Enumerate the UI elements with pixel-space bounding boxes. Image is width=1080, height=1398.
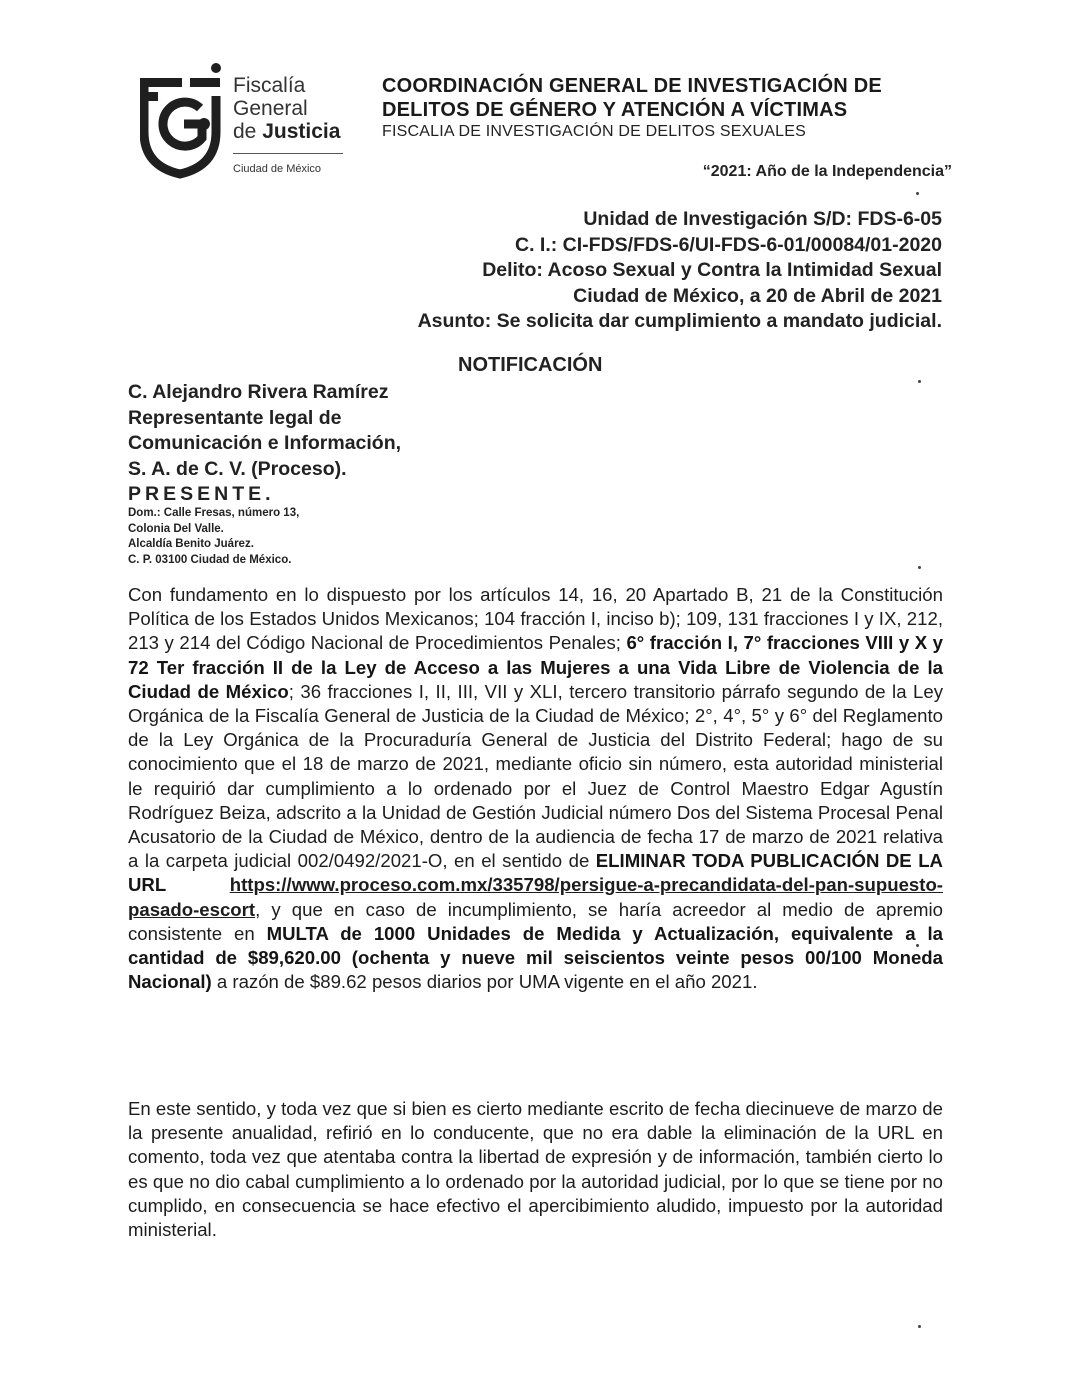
ref-delito: Delito: Acoso Sexual y Contra la Intimidad Sexual xyxy=(482,259,942,281)
article-url-link[interactable]: https://www.proceso.com.mx/335798/persigue-a-precandidata-del-pan-supuesto-pasado-escort xyxy=(128,874,943,920)
ref-asunto: Asunto: Se solicita dar cumplimiento a mandato judicial. xyxy=(417,310,942,332)
fgj-emblem-icon xyxy=(140,62,228,182)
domicile-line-2: Colonia Del Valle. xyxy=(128,522,224,535)
scan-speck xyxy=(918,566,921,569)
fine-amount: MULTA de 1000 Unidades de Medida y Actualización, equivalente a la cantidad de $89,620.00 (ochenta y nueve mil seiscientos veinte pesos 00/100 Moneda Nacional) xyxy=(128,922,944,993)
body-paragraph-2: En este sentido, y toda vez que si bien es cierto mediante escrito de fecha diecinueve de marzo de la presente anualidad, refirió en lo conducente, que no era dable la eliminación de la URL en comento, toda vez que atentaba contra la libertad de expresión y de información, también cierto lo es que no dio cabal cumplimiento a lo ordenado por la autoridad judicial, por lo que se tiene por no cumplido, en consecuencia se hace efectivo el apercibimiento aludido, impuesto por la autoridad ministerial. xyxy=(128,1098,943,1241)
scan-speck xyxy=(918,1325,921,1328)
addressee-company: Comunicación e Información, xyxy=(128,432,402,454)
addressee xyxy=(128,380,401,508)
fgj-logo xyxy=(140,62,360,182)
domicile xyxy=(128,506,299,568)
domicile-line-1: Dom.: Calle Fresas, número 13, xyxy=(128,507,300,519)
ref-fecha: Ciudad de México, a 20 de Abril de 2021 xyxy=(573,284,942,307)
ref-unit: Unidad de Investigación S/D: FDS-6-05 xyxy=(583,208,942,230)
logo-divider xyxy=(233,153,343,154)
logo-line-2: General xyxy=(233,97,308,120)
ref-ci: C. I.: CI-FDS/FDS-6/UI-FDS-6-01/00084/01-2020 xyxy=(515,233,942,256)
year-motto: “2021: Año de la Independencia” xyxy=(702,163,952,180)
scan-speck xyxy=(916,944,919,947)
scan-speck xyxy=(916,192,919,195)
header-line-3: FISCALIA DE INVESTIGACIÓN DE DELITOS SEXUALES xyxy=(382,123,806,140)
body-paragraph-1: Con fundamento en lo dispuesto por los artículos 14, 16, 20 Apartado B, 21 de la Constitución Política de los Estados Unidos Mexicanos; 104 fracción I, inciso b); 109, 131 fracciones I y IX, 212, 213 y 214 del Código Nacional de Procedimientos Penales; 6° fracción I, 7° fracciones VIII y X y 72 Ter fracción II de la Ley de Acceso a las Mujeres a una Vida Libre de Violencia de la Ciudad de México; 36 fracciones I, II, III, VII y XLI, tercero transitorio párrafo segundo de la Ley Orgánica de la Fiscalía General de Justicia de la Ciudad de México; 2°, 4°, 5° y 6° del Reglamento de la Ley Orgánica de la Procuraduría General de Justicia del Distrito Federal; hago de su conocimiento que el 18 de marzo de 2021, mediante oficio sin número, esta autoridad ministerial le requirió dar cumplimiento a lo ordenado por el Juez de Control Maestro Edgar Agustín Rodríguez Beiza, adscrito a la Unidad de Gestión Judicial número Dos del Sistema Procesal Penal Acusatorio de la Ciudad de México, dentro de la audiencia de fecha 17 de marzo de 2021 relativa a la carpeta judicial 002/0492/2021-O, en el sentido de ELIMINAR TODA PUBLICACIÓN DE LA URL https://www.proceso.com.mx/335798/persigue-a-precandidata-del-pan-supuesto-pasado-escort, y que en caso de incumplimiento, se haría acreedor al medio de apremio consistente en MULTA de 1000 Unidades de Medida y Actualización, equivalente a la cantidad de $89,620.00 (ochenta y nueve mil seiscientos veinte pesos 00/100 Moneda Nacional) a razón de $89.62 pesos diarios por UMA vigente en el año 2021. xyxy=(128,584,944,993)
case-references xyxy=(418,207,942,335)
addressee-name: C. Alejandro Rivera Ramírez xyxy=(128,381,389,403)
addressee-company-2: S. A. de C. V. (Proceso). xyxy=(128,457,347,480)
logo-city: Ciudad de México xyxy=(233,163,322,175)
logo-line-1: Fiscalía xyxy=(233,74,306,97)
domicile-line-4: C. P. 03100 Ciudad de México. xyxy=(128,553,292,566)
header-line-2: DELITOS DE GÉNERO Y ATENCIÓN A VÍCTIMAS xyxy=(382,99,848,121)
scan-speck xyxy=(918,380,921,383)
domicile-line-3: Alcaldía Benito Juárez. xyxy=(128,538,254,551)
addressee-role: Representante legal de xyxy=(128,406,342,429)
logo-line-3: de Justicia xyxy=(233,120,341,143)
addressee-presente: PRESENTE. xyxy=(128,483,275,505)
header-line-1: COORDINACIÓN GENERAL DE INVESTIGACIÓN DE xyxy=(382,75,882,97)
document-header xyxy=(382,74,942,142)
order-statement: ELIMINAR TODA PUBLICACIÓN DE LA URL xyxy=(128,850,943,896)
notification-title: NOTIFICACIÓN xyxy=(458,354,603,376)
logo-wordmark xyxy=(233,74,340,143)
law-reference: 6° fracción I, 7° fracciones VIII y X y 72 Ter fracción II de la Ley de Acceso a las Mujeres a una Vida Libre de Violencia de la Ciudad de México xyxy=(128,632,943,702)
